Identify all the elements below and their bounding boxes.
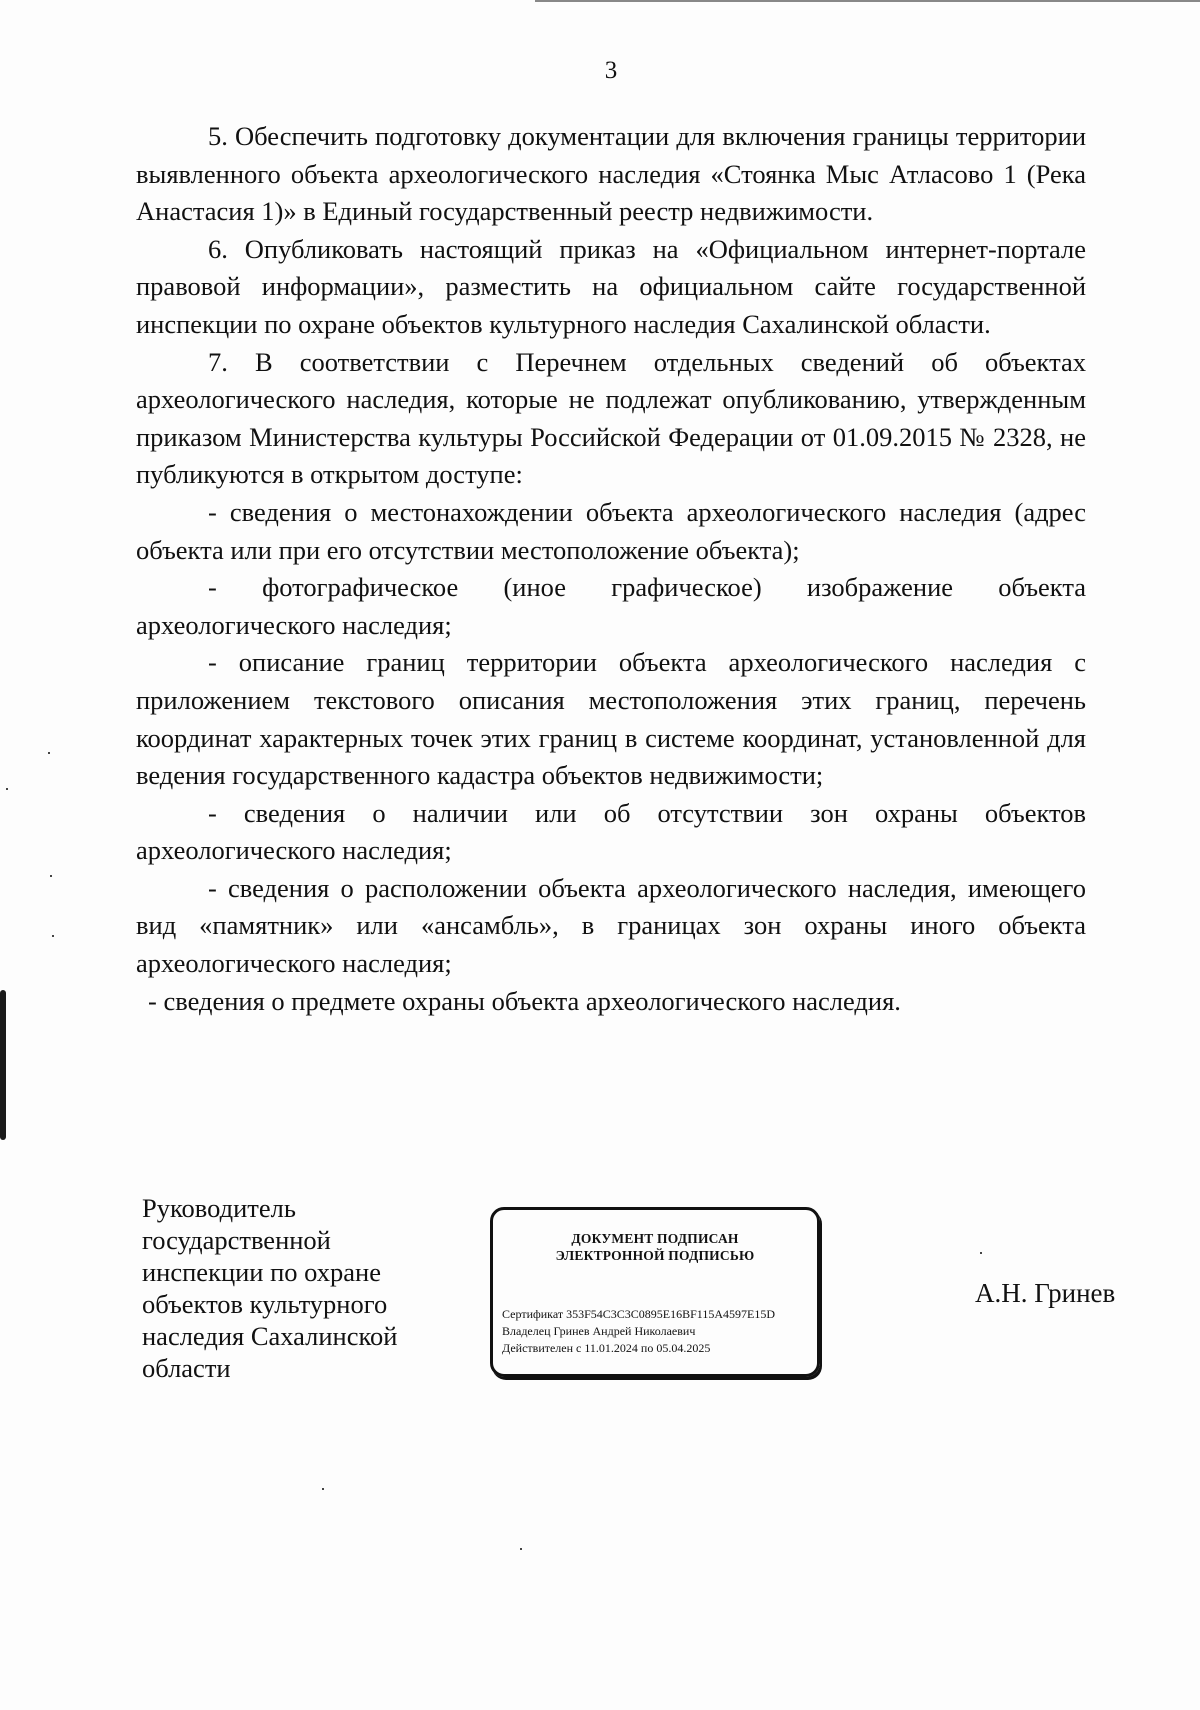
signer-name: А.Н. Гринев xyxy=(975,1278,1116,1308)
scan-speck xyxy=(6,788,8,790)
scan-speck xyxy=(50,875,52,877)
electronic-signature-stamp xyxy=(490,1207,820,1377)
stamp-heading-line: ЭЛЕКТРОННОЙ ПОДПИСЬЮ xyxy=(555,1248,755,1263)
stamp-heading-line: ДОКУМЕНТ ПОДПИСАН xyxy=(571,1231,739,1246)
stamp-details xyxy=(502,1306,775,1357)
stamp-heading xyxy=(493,1230,817,1264)
list-item-monument-location: - сведения о расположении объекта археологического наследия, имеющего вид «памятник» или «ансамбль», в границах зон охраны иного объекта археологического наследия; xyxy=(136,872,1086,979)
scan-speck xyxy=(980,1252,982,1254)
paragraph-6: 6. Опубликовать настоящий приказ на «Официальном интернет-портале правовой информации», разместить на официальном сайте государственной инспекции по охране объектов культурного наследия Сахалинской области. xyxy=(136,233,1086,339)
list-item-boundaries: - описание границ территории объекта археологического наследия с приложением текстового описания местоположения этих границ, перечень координат характерных точек этих границ в системе координат, установленной для ведения государственного кадастра объектов недвижимости; xyxy=(136,647,1086,791)
scan-speck xyxy=(52,935,54,937)
stamp-owner: Владелец Гринев Андрей Николаевич xyxy=(502,1324,696,1338)
signer-position xyxy=(142,1192,442,1384)
document-body xyxy=(136,118,1086,1020)
signer-position-line: объектов культурного xyxy=(142,1289,388,1319)
signer-position-line: государственной xyxy=(142,1225,331,1255)
list-item-location: - сведения о местонахождении объекта археологического наследия (адрес объекта или при его отсутствии местоположение объекта); xyxy=(136,496,1086,565)
scan-speck xyxy=(520,1548,522,1550)
scan-speck xyxy=(48,752,50,754)
scan-top-edge xyxy=(535,0,1200,2)
paragraph-5: 5. Обеспечить подготовку документации для включения границы территории выявленного объекта археологического наследия «Стоянка Мыс Атласово 1 (Река Анастасия 1)» в Единый государственный реестр недвижимости. xyxy=(136,121,1086,227)
page-number: 3 xyxy=(604,57,618,84)
stamp-certificate: Сертификат 353F54C3C3C0895E16BF115A4597E15D xyxy=(502,1307,775,1321)
list-item-photo: - фотографическое (иное графическое) изображение объекта археологического наследия; xyxy=(136,572,1086,640)
list-item-protection-zones: - сведения о наличии или об отсутствии зон охраны объектов археологического наследия; xyxy=(136,797,1086,866)
scan-speck xyxy=(322,1488,324,1490)
scan-left-edge-mark xyxy=(0,990,6,1140)
signer-position-line: Руководитель xyxy=(142,1193,296,1223)
paragraph-7: 7. В соответствии с Перечнем отдельных сведений об объектах археологического наследия, которые не подлежат опубликованию, утвержденным приказом Министерства культуры Российской Федерации от 01.09.2015 № 2328, не публикуются в открытом доступе: xyxy=(136,346,1086,490)
signer-position-line: области xyxy=(142,1353,231,1383)
list-item-protection-subject: - сведения о предмете охраны объекта археологического наследия. xyxy=(148,985,901,1016)
stamp-validity: Действителен с 11.01.2024 по 05.04.2025 xyxy=(502,1341,711,1355)
signer-position-line: наследия Сахалинской xyxy=(142,1321,398,1351)
signer-position-line: инспекции по охране xyxy=(142,1257,381,1287)
